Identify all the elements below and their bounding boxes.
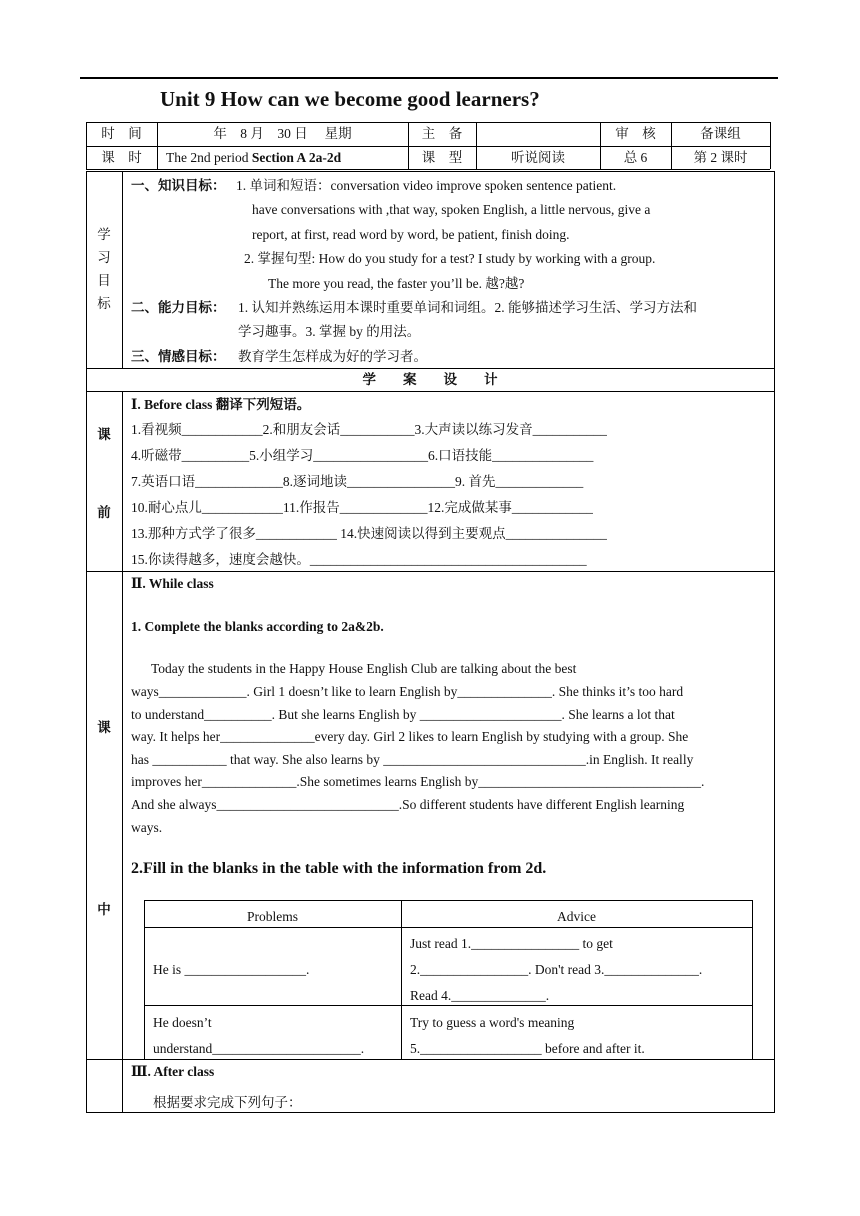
period-label: 课 时 [101,150,142,165]
passage-line-8: ways. [131,820,163,835]
type-label: 课 型 [421,150,463,165]
design-heading: 学 案 设 计 [362,372,498,387]
task-2-heading: 2.Fill in the blanks in the table with the information from 2d. [131,860,547,877]
row1-problem: He is __________________. [153,962,310,977]
goals-side-label-3: 目 [97,273,111,288]
before-class-heading: Ⅰ. Before class 翻译下列短语。 [131,397,311,412]
passage-line-5: has ___________ that way. She also learns by ______________________________.in English. It really [131,752,694,767]
row2-advice-line-1: Try to guess a word's meaning [410,1015,575,1030]
emotion-goal-text: 教育学生怎样成为好的学习者。 [238,349,427,364]
review-label: 审 核 [615,126,656,141]
knowledge-goal-1: 1. 单词和短语：conversation video improve spoken sentence patient. [236,178,617,193]
before-line-2: 4.听磁带__________5.小组学习_________________6.口语技能_______________ [131,448,594,463]
table-header-advice: Advice [557,909,596,924]
knowledge-goal-1c: report, at first, read word by word, be patient, finish doing. [252,227,570,242]
passage-line-6: improves her______________.She sometimes learns English by_________________________________. [131,774,705,789]
passage-line-4: way. It helps her______________every day. Girl 2 likes to learn English by studying with a group. She [131,729,689,744]
while-side-label-1: 课 [97,720,111,735]
period-value-section: Section A 2a-2d [251,150,342,165]
date-value: 年 8 月 30 日 星期 [213,126,352,141]
header-border-top [86,122,770,123]
passage-line-1: Today the students in the Happy House English Club are talking about the best [131,661,577,676]
top-rule [80,77,778,79]
task-1-heading: 1. Complete the blanks according to 2a&2b. [131,619,384,634]
header-border-bottom [86,169,770,170]
before-line-3: 7.英语口语_____________8.逐词地读________________9. 首先_____________ [131,474,584,489]
header-border-mid [86,146,770,147]
page-title: Unit 9 How can we become good learners? [160,87,540,111]
before-line-5: 13.那种方式学了很多____________ 14.快速阅读以得到主要观点_______________ [131,526,607,541]
passage-line-2: ways_____________. Girl 1 doesn’t like to learn English by______________. She thinks it’s too hard [131,684,684,699]
row2-problem-line-2: understand______________________. [153,1041,365,1056]
before-line-4: 10.耐心点儿____________11.作报告_____________12.完成做某事____________ [131,500,593,515]
ability-goal-text-b: 学习趣事。3. 掌握 by 的用法。 [238,324,421,339]
lead-label: 主 备 [421,126,463,141]
ability-goal-text: 1. 认知并熟练运用本课时重要单词和词组。2. 能够描述学习生活、学习方法和 [238,300,697,315]
passage-line-3: to understand__________. But she learns English by _____________________. She learns a lot that [131,707,675,722]
while-class-heading: Ⅱ. While class [131,576,214,591]
after-class-instruction: 根据要求完成下列句子： [153,1095,302,1110]
goals-side-label-4: 标 [97,296,111,311]
goals-side-label-2: 习 [97,250,111,265]
passage-line-7: And she always___________________________.So different students have different English learning [131,797,685,812]
period-value-prefix: The 2nd period [166,150,252,165]
row1-advice-line-1: Just read 1.________________ to get [410,936,613,951]
row2-problem-line-1: He doesn’t [153,1015,212,1030]
table-header-problems: Problems [246,909,298,924]
row2-advice-line-2: 5.__________________ before and after it. [410,1041,645,1056]
emotion-goal-label: 三、情感目标： [131,349,226,364]
knowledge-goal-2: 2. 掌握句型: How do you study for a test? I study by working with a group. [244,251,656,266]
before-line-1: 1.看视频____________2.和朋友会话___________3.大声读以练习发音___________ [131,422,607,437]
after-class-heading: Ⅲ. After class [131,1064,215,1079]
ability-goal-label: 二、能力目标： [131,300,226,315]
goals-side-label-1: 学 [97,227,111,242]
knowledge-goal-1b: have conversations with ,that way, spoken English, a little nervous, give a [252,202,651,217]
review-value: 备课组 [700,126,741,141]
row1-advice-line-3: Read 4.______________. [410,988,550,1003]
while-side-label-2: 中 [97,902,111,917]
before-side-label-1: 课 [97,427,111,442]
knowledge-goal-2b: The more you read, the faster you’ll be. 越?越? [268,276,525,291]
lesson-number: 第 2 课时 [693,150,748,165]
period-value [166,149,341,167]
before-line-6: 15.你读得越多，速度会越快。_________________________________________ [131,552,587,567]
type-value: 听说阅读 [511,150,565,165]
knowledge-goal-label: 一、知识目标： [131,178,226,193]
before-side-label-2: 前 [97,505,111,520]
total-lessons: 总 6 [623,150,648,165]
time-label: 时 间 [101,126,142,141]
row1-advice-line-2: 2.________________. Don't read 3.______________. [410,962,703,977]
